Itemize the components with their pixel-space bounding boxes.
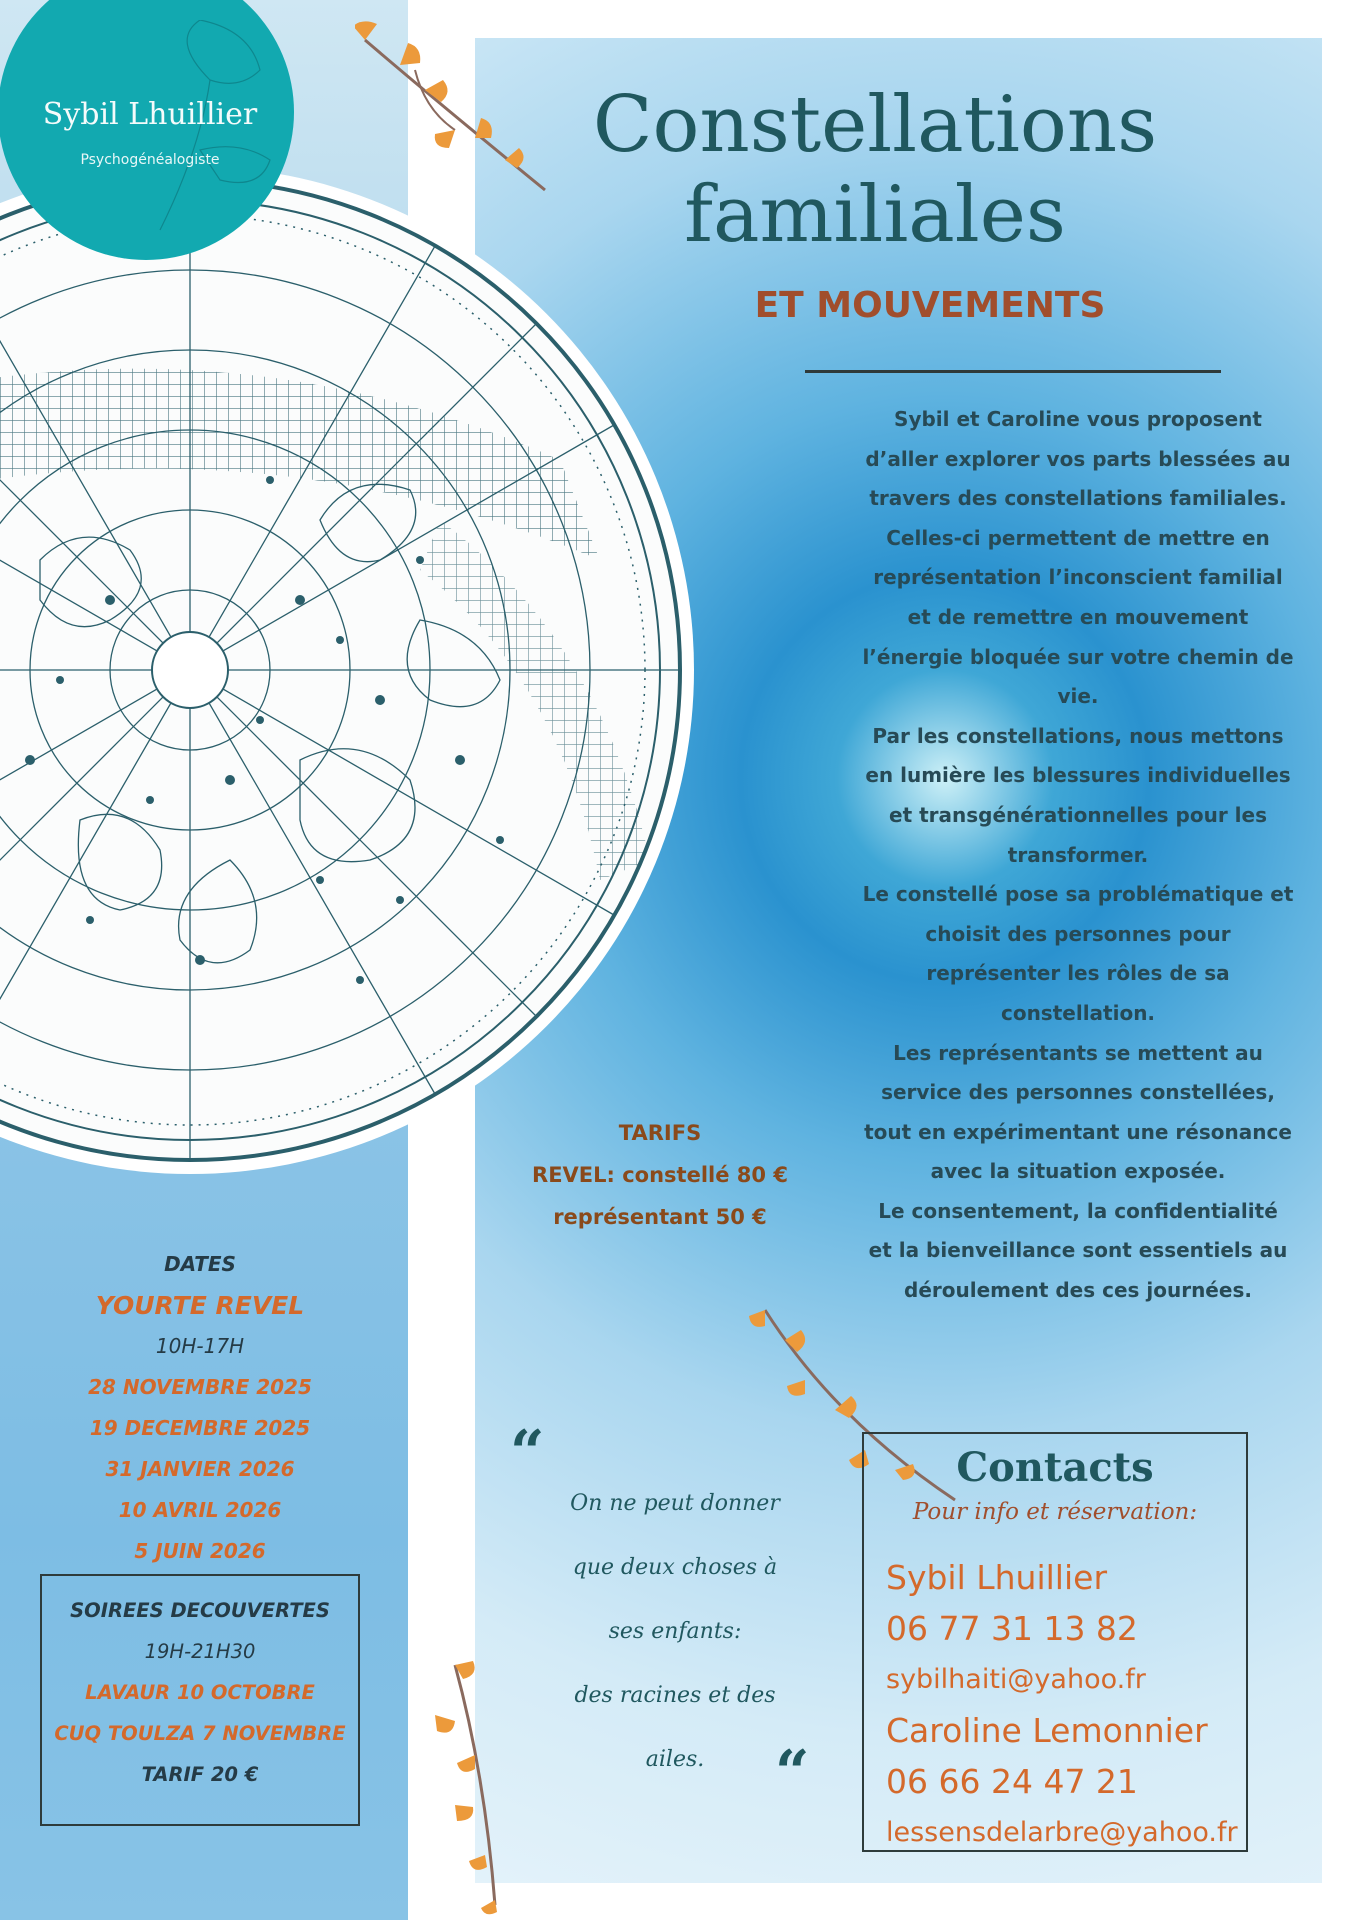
dates-section — [40, 1244, 360, 1572]
date-item: 28 NOVEMBRE 2025 — [88, 1375, 312, 1399]
description-line: et de remettre en mouvement — [907, 604, 1249, 629]
description-line: avec la situation exposée. — [930, 1159, 1226, 1184]
quote-line: des racines et des — [574, 1683, 776, 1708]
soirees-heading: SOIREES DECOUVERTES — [70, 1599, 330, 1622]
description-line: service des personnes constellées, — [881, 1080, 1275, 1105]
tarif-representant: représentant 50 € — [553, 1205, 767, 1229]
contacts-list — [886, 1552, 1246, 1858]
date-item: 31 JANVIER 2026 — [105, 1457, 295, 1481]
soiree-event: CUQ TOULZA 7 NOVEMBRE — [54, 1722, 346, 1745]
title-line-1: Constellations — [592, 80, 1158, 170]
dates-heading: DATES — [164, 1252, 236, 1276]
contacts-title: Contacts — [956, 1444, 1154, 1491]
contact-phone-caroline[interactable]: 06 66 24 47 21 — [886, 1762, 1138, 1801]
dates-location: YOURTE REVEL — [95, 1291, 305, 1320]
description-line: l’énergie bloquée sur votre chemin de — [862, 644, 1294, 669]
description-line: et la bienveillance sont essentiels au — [868, 1238, 1288, 1263]
description-line: constellation. — [1000, 1000, 1156, 1025]
date-item: 10 AVRIL 2026 — [118, 1498, 282, 1522]
description-line: choisit des personnes pour — [925, 921, 1231, 946]
quote — [540, 1472, 810, 1792]
logo-tagline: Psychogénéalogiste — [80, 152, 220, 168]
logo-name: Sybil Lhuillier — [42, 97, 258, 132]
tarifs-heading: TARIFS — [618, 1121, 702, 1145]
description-line: tout en expérimentant une résonance — [864, 1119, 1292, 1144]
contact-email-caroline[interactable]: lessensdelarbre@yahoo.fr — [886, 1817, 1238, 1848]
page-title — [565, 80, 1185, 260]
soiree-event: LAVAUR 10 OCTOBRE — [85, 1681, 315, 1704]
description-line: d’aller explorer vos parts blessées au — [865, 446, 1291, 471]
description-line: transformer. — [1007, 842, 1149, 867]
ginkgo-branch-top-icon — [355, 20, 555, 200]
quote-line: ses enfants: — [608, 1619, 742, 1644]
contact-name-sybil: Sybil Lhuillier — [886, 1558, 1108, 1597]
quote-close-icon: “ — [775, 1738, 810, 1808]
quote-open-icon: “ — [510, 1418, 545, 1488]
description-line: Les représentants se mettent au — [893, 1040, 1263, 1065]
logo — [0, 0, 292, 238]
contact-email-sybil[interactable]: sybilhaiti@yahoo.fr — [886, 1664, 1146, 1695]
description-line: travers des constellations familiales. — [869, 486, 1287, 511]
soirees-price: TARIF 20 € — [141, 1763, 259, 1786]
contact-phone-sybil[interactable]: 06 77 31 13 82 — [886, 1609, 1138, 1648]
date-item: 19 DECEMBRE 2025 — [89, 1416, 311, 1440]
description-line: Le constellé pose sa problématique et — [862, 882, 1294, 907]
tarif-constelle: REVEL: constellé 80 € — [532, 1163, 788, 1187]
description-line: déroulement des ces journées. — [904, 1278, 1252, 1303]
divider — [805, 370, 1221, 373]
description — [858, 400, 1298, 1311]
quote-line: ailes. — [645, 1747, 705, 1772]
description-line: Sybil et Caroline vous proposent — [894, 407, 1262, 431]
soirees-box — [40, 1574, 360, 1826]
description-line: représenter les rôles de sa — [926, 961, 1230, 986]
description-line: Le consentement, la confidentialité — [878, 1198, 1278, 1223]
date-item: 5 JUIN 2026 — [134, 1539, 266, 1563]
description-line: Celles-ci permettent de mettre en — [886, 525, 1270, 550]
contacts-box — [862, 1432, 1248, 1852]
page-subtitle: ET MOUVEMENTS — [754, 285, 1106, 326]
description-line: représentation l’inconscient familial — [873, 565, 1283, 590]
quote-line: que deux choses à — [572, 1555, 778, 1580]
description-line: en lumière les blessures individuelles — [865, 763, 1291, 788]
dates-hours: 10H-17H — [155, 1334, 245, 1358]
tarifs — [510, 1112, 810, 1238]
contacts-subtitle: Pour info et réservation: — [912, 1499, 1198, 1525]
description-line: et transgénérationnelles pour les — [889, 802, 1267, 827]
quote-line: On ne peut donner — [570, 1491, 780, 1516]
soirees-hours: 19H-21H30 — [144, 1640, 256, 1663]
contact-name-caroline: Caroline Lemonnier — [886, 1711, 1208, 1750]
title-line-2: familiales — [684, 170, 1066, 260]
description-line: vie. — [1057, 684, 1099, 709]
description-line: Par les constellations, nous mettons — [872, 723, 1284, 748]
